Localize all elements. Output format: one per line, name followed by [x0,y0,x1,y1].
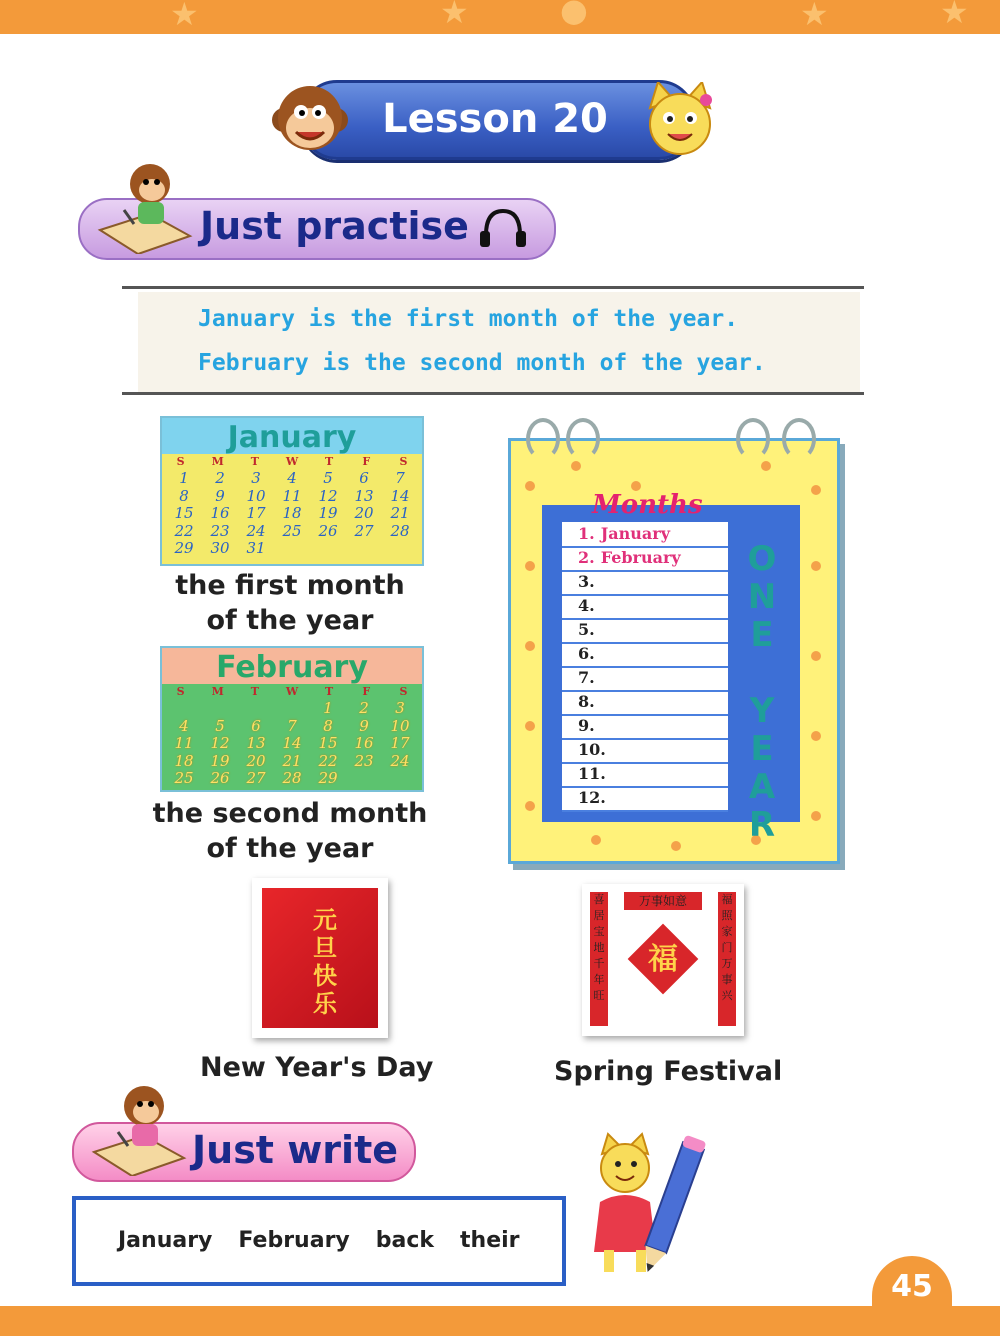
calendar-day: 16 [210,504,230,522]
calendar-day: 20 [354,504,374,522]
calendar-day: 10 [390,716,410,735]
months-list [562,522,728,810]
headphones-icon[interactable] [478,205,528,249]
caption-line: of the year [206,605,374,636]
calendar-day: 17 [390,734,410,752]
sentence-february: February is the second month of the year. [198,350,766,376]
calendar-day: 7 [287,716,297,735]
caption-line: of the year [206,833,374,864]
month-row [562,738,728,764]
polka-dot [761,461,771,471]
polka-dot [525,801,535,811]
month-row [562,666,728,692]
month-name: January [600,524,670,543]
month-number: 8. [578,692,595,711]
star-icon: ★ [440,0,469,31]
weekday-label: S [176,685,185,698]
weekday-label: F [362,455,371,468]
polka-dot [525,641,535,651]
polka-dot [591,835,601,845]
couplet-top [624,892,702,910]
cjk-character: 居 [593,909,605,922]
cjk-character: 元 [313,906,337,934]
weekday-label: W [285,455,299,468]
month-number: 10. [578,740,606,759]
vertical-letter: A [748,767,776,807]
calendar-month-name: January [162,418,422,454]
polka-dot [525,721,535,731]
vertical-letter: E [750,615,774,655]
polka-dot [811,561,821,571]
calendar-day: 4 [287,469,297,487]
calendar-day: 13 [354,486,374,505]
calendar-day: 22 [174,521,194,540]
lesson-title: Lesson 20 [382,96,608,142]
cjk-character: 家 [721,925,733,938]
weekday-label: T [250,685,259,698]
word-item: back [375,1228,435,1253]
month-row [562,618,728,644]
calendar-day: 28 [282,769,302,787]
calendar-day: 6 [251,716,261,735]
month-row [562,642,728,668]
month-row [562,570,728,596]
cjk-character: 年 [593,973,605,986]
word-item: February [238,1228,350,1253]
scroll-rod-bottom [122,392,864,395]
monkey-writing-icon [94,158,194,254]
month-number: 5. [578,620,595,639]
calendar-month-name: February [162,648,422,684]
page-number: 45 [872,1256,952,1314]
vertical-letter [742,654,782,692]
bottom-decorative-band [0,1306,1000,1336]
calendar-day: 14 [390,486,410,505]
calendar-day: 16 [354,734,374,752]
cjk-character: 事 [721,973,733,986]
circle-decoration: ● [560,0,588,29]
polka-dot [811,811,821,821]
calendar-day: 19 [318,504,338,522]
cat-icon [640,82,720,156]
monkey-icon [270,80,350,156]
calendar-day: 20 [246,751,266,770]
calendar-day: 3 [395,699,405,717]
weekday-label: T [325,455,334,468]
cjk-character: 宝 [593,925,605,938]
cjk-character: 门 [721,941,733,954]
calendar-february [160,646,424,792]
calendar-day: 27 [354,521,374,540]
cjk-character: 喜 [593,893,605,906]
calendar-day: 5 [215,716,225,735]
weekday-label: F [362,685,371,698]
polka-dot [811,485,821,495]
calendar-day: 2 [215,469,225,487]
month-number: 7. [578,668,595,687]
month-name: February [600,548,681,567]
calendar-day: 29 [318,769,338,787]
month-row [562,714,728,740]
weekday-label: S [399,685,408,698]
calendar-weekdays [162,685,422,699]
calendar-day: 6 [359,469,369,487]
monkey-writing-icon [88,1080,188,1176]
calendar-day: 30 [210,539,230,557]
calendar-day: 25 [174,769,194,787]
caption-second-month [140,796,440,866]
month-row [562,546,728,572]
polka-dot [525,561,535,571]
cjk-character: 旺 [593,989,605,1002]
calendar-day: 23 [354,751,374,770]
polka-dot [671,841,681,851]
month-row [562,594,728,620]
month-number: 6. [578,644,595,663]
label-spring-festival: Spring Festival [554,1056,783,1087]
calendar-day: 3 [251,469,261,487]
scroll-rod-top [122,286,864,289]
word-box [72,1196,566,1286]
polka-dot [525,481,535,491]
calendar-day: 10 [246,486,266,505]
calendar-day: 28 [390,521,410,540]
calendar-day: 5 [323,469,333,487]
calendar-day: 1 [323,699,333,717]
caption-first-month [150,568,430,638]
calendar-day: 9 [359,716,369,735]
cjk-character: 照 [721,909,733,922]
calendar-days [166,470,418,558]
cat-with-pencil-icon [582,1132,712,1282]
weekday-label: M [211,455,224,468]
new-year-card [252,878,388,1038]
calendar-day: 9 [215,486,225,505]
fu-character: 福 [648,942,678,977]
couplet-right [718,892,736,1026]
ring-icon [782,418,816,460]
ring-icon [526,418,560,460]
caption-line: the first month [175,570,405,601]
calendar-day: 29 [174,539,194,557]
new-year-card-picture [262,888,378,1028]
calendar-day: 22 [318,751,338,770]
month-row [562,522,728,548]
empty-day [238,700,274,718]
calendar-day: 21 [282,751,302,770]
calendar-day: 26 [318,521,338,540]
month-row [562,690,728,716]
cjk-character: 万 [721,957,733,970]
vertical-letter: N [747,577,777,617]
new-year-card-text [310,906,340,1018]
vertical-letter: Y [749,691,775,731]
section-title-write: Just write [192,1128,399,1172]
calendar-weekdays [162,455,422,469]
month-number: 4. [578,596,595,615]
cjk-character: 兴 [721,989,733,1002]
ring-icon [566,418,600,460]
month-number: 2. [578,548,595,567]
section-title-practise: Just practise [200,204,469,248]
calendar-day: 24 [390,751,410,770]
month-number: 9. [578,716,595,735]
cjk-character: 地 [593,941,605,954]
polka-dot [811,651,821,661]
label-new-years-day: New Year's Day [200,1052,434,1083]
word-item: January [118,1228,213,1253]
calendar-day: 15 [318,734,338,752]
weekday-label: M [211,685,224,698]
vertical-letter: E [750,729,774,769]
cjk-character: 福 [721,893,733,906]
cjk-character: 快 [313,962,337,990]
calendar-day: 7 [395,469,405,487]
calendar-day: 8 [323,716,333,735]
months-title: Months [592,490,703,520]
caption-line: the second month [152,798,428,829]
calendar-day: 26 [210,769,230,787]
calendar-day: 4 [179,716,189,735]
word-item: their [460,1228,520,1253]
vertical-letter: R [748,805,776,845]
star-icon: ★ [170,0,199,33]
couplet-top-text: 万事如意 [638,894,687,908]
calendar-day: 1 [179,469,189,487]
calendar-day: 12 [210,734,230,752]
calendar-day: 14 [282,734,302,752]
top-decorative-band [0,0,1000,34]
weekday-label: T [250,455,259,468]
calendar-day: 31 [246,539,266,557]
calendar-day: 17 [246,504,266,522]
month-number: 12. [578,788,606,807]
empty-day [166,700,202,718]
calendar-day: 21 [390,504,410,522]
calendar-day: 24 [246,521,266,540]
weekday-label: W [285,685,299,698]
calendar-day: 23 [210,521,230,540]
cjk-character: 千 [593,957,605,970]
calendar-day: 8 [179,486,189,505]
weekday-label: S [399,455,408,468]
weekday-label: T [325,685,334,698]
calendar-day: 25 [282,521,302,540]
calendar-day: 12 [318,486,338,505]
calendar-day: 18 [282,504,302,522]
calendar-day: 27 [246,769,266,787]
cjk-character: 乐 [313,990,337,1018]
spring-festival-couplets [582,884,744,1036]
weekday-label: S [176,455,185,468]
vertical-letter: O [747,539,777,579]
calendar-day: 18 [174,751,194,770]
calendar-day: 19 [210,751,230,770]
calendar-days [166,700,418,788]
polka-dot [571,461,581,471]
star-icon: ★ [940,0,969,31]
polka-dot [811,731,821,741]
ring-icon [736,418,770,460]
calendar-day: 2 [359,699,369,717]
calendar-day: 13 [246,734,266,752]
month-number: 1. [578,524,595,543]
sentence-january: January is the first month of the year. [198,306,739,332]
empty-day [274,700,310,718]
calendar-day: 11 [282,486,302,505]
month-number: 11. [578,764,606,783]
one-year-vertical-text [742,540,782,844]
month-row [562,762,728,788]
calendar-day: 15 [174,504,194,522]
month-row [562,786,728,812]
couplet-left [590,892,608,1026]
star-icon: ★ [800,0,829,33]
word-list [118,1228,520,1253]
cjk-character: 旦 [313,934,337,962]
empty-day [202,700,238,718]
calendar-january [160,416,424,566]
calendar-day: 11 [174,734,194,752]
month-number: 3. [578,572,595,591]
